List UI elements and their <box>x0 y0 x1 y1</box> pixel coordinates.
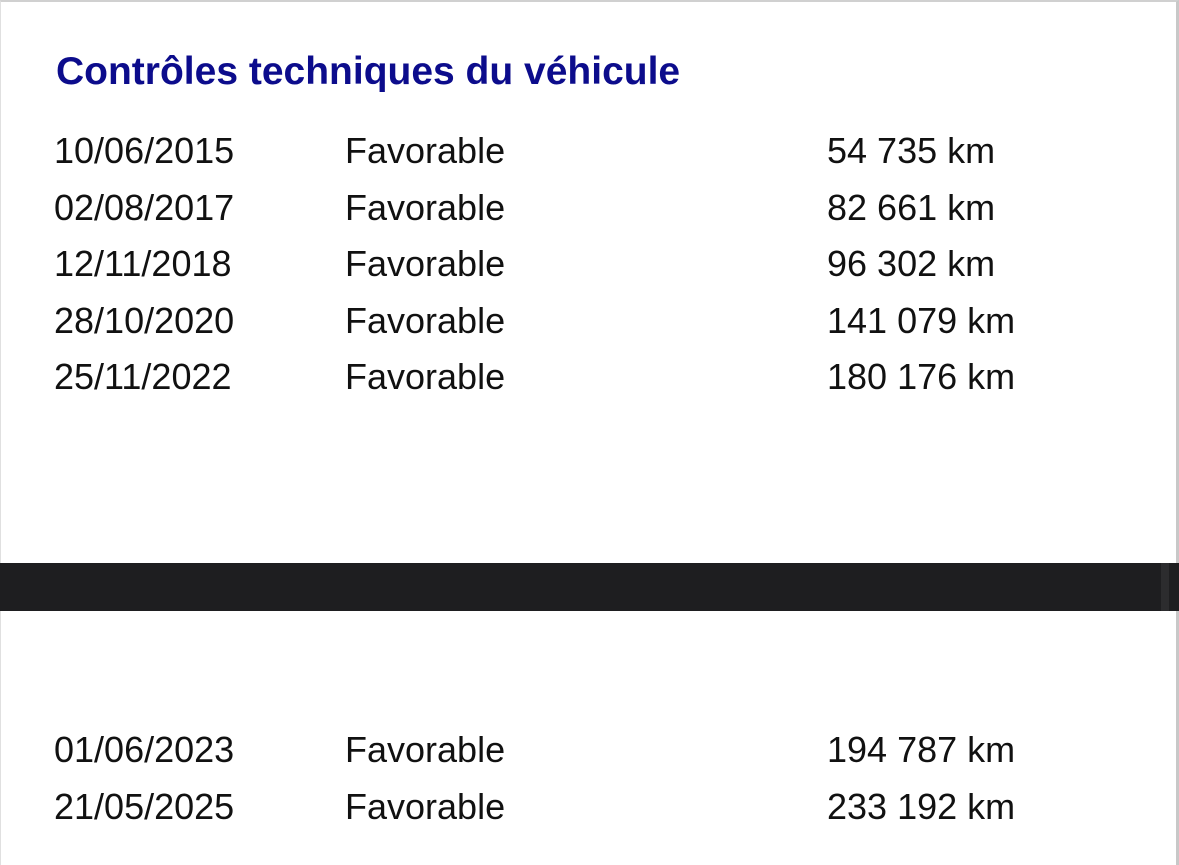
inspection-row <box>0 236 1179 293</box>
inspection-mileage: 96 302 km <box>827 243 996 284</box>
scrollbar-track[interactable] <box>1161 563 1169 611</box>
inspection-row <box>0 349 1179 406</box>
inspection-list-page2 <box>0 722 1179 835</box>
inspection-result: Favorable <box>345 243 506 284</box>
inspection-mileage: 180 176 km <box>827 356 1016 397</box>
inspection-mileage: 141 079 km <box>827 299 1016 341</box>
inspection-result: Favorable <box>345 130 506 171</box>
inspection-result: Favorable <box>345 299 506 341</box>
inspection-row <box>0 123 1179 180</box>
page-separator <box>0 563 1179 611</box>
inspection-date: 10/06/2015 <box>54 130 235 171</box>
inspection-mileage: 82 661 km <box>827 186 996 228</box>
inspection-row <box>0 293 1179 350</box>
inspection-result: Favorable <box>345 356 506 397</box>
inspection-result: Favorable <box>345 785 506 827</box>
inspection-date: 02/08/2017 <box>54 186 235 228</box>
inspection-date: 01/06/2023 <box>54 729 235 770</box>
inspection-mileage: 54 735 km <box>827 130 996 171</box>
inspection-date: 28/10/2020 <box>54 299 235 341</box>
inspection-result: Favorable <box>345 729 506 770</box>
inspection-row <box>0 180 1179 237</box>
inspection-list-page1 <box>0 123 1179 406</box>
inspection-row <box>0 779 1179 836</box>
inspection-result: Favorable <box>345 186 506 228</box>
inspection-row <box>0 722 1179 779</box>
inspection-mileage: 233 192 km <box>827 785 1016 827</box>
inspection-date: 25/11/2022 <box>54 356 232 397</box>
inspection-mileage: 194 787 km <box>827 729 1016 770</box>
inspection-date: 21/05/2025 <box>54 785 235 827</box>
inspection-date: 12/11/2018 <box>54 243 232 284</box>
section-title: Contrôles techniques du véhicule <box>56 50 681 93</box>
